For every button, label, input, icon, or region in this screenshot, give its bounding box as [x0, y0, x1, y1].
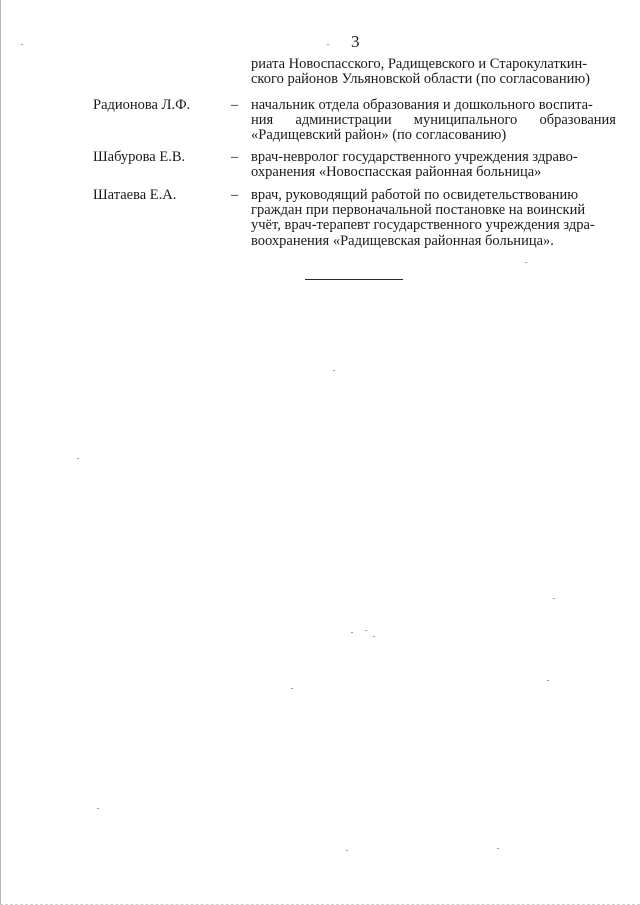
member-dash: – — [231, 97, 239, 113]
scan-speck — [327, 44, 329, 45]
end-separator-line — [305, 279, 403, 280]
scan-speck — [497, 848, 499, 849]
scan-speck — [346, 850, 348, 851]
text-line: врач-невролог государственного учреждения здраво- — [251, 149, 578, 165]
scan-speck — [553, 598, 555, 599]
scan-speck — [373, 636, 375, 637]
scan-speck — [547, 680, 549, 681]
text-line: врач, руководящий работой по освидетельствованию — [251, 187, 579, 203]
scan-speck — [351, 632, 353, 633]
text-line: риата Новоспасского, Радищевского и Старокулаткин- — [251, 56, 588, 72]
member-name: Шатаева Е.А. — [93, 187, 177, 203]
scan-speck — [77, 458, 79, 459]
scan-speck — [365, 630, 367, 631]
text-line — [251, 113, 616, 128]
member-dash: – — [231, 187, 239, 203]
word: муниципального — [413, 112, 518, 129]
scan-speck — [291, 688, 293, 689]
member-name: Радионова Л.Ф. — [93, 97, 191, 113]
scan-speck — [525, 262, 527, 263]
scan-speck — [97, 808, 99, 809]
page-number: 3 — [351, 32, 360, 51]
member-description — [251, 188, 616, 249]
text-line: учёт, врач-терапевт государственного учреждения здра- — [251, 217, 595, 234]
word: администрации — [295, 112, 392, 129]
word: образования — [539, 112, 616, 129]
member-dash: – — [231, 149, 239, 165]
text-line: охранения «Новоспасская районная больница» — [251, 164, 542, 181]
text-line: ского районов Ульяновской области (по согласованию) — [251, 71, 591, 88]
member-description — [251, 98, 616, 144]
member-description — [251, 150, 616, 180]
continuation-text — [251, 57, 616, 87]
member-name: Шабурова Е.В. — [93, 149, 186, 165]
text-line: «Радищевский район» (по согласованию) — [251, 127, 507, 144]
text-line: начальник отдела образования и дошкольного воспита- — [251, 97, 593, 113]
text-line: граждан при первоначальной постановке на воинский — [251, 202, 586, 219]
word: ния — [251, 112, 274, 129]
text-line: воохранения «Радищевская районная больница». — [251, 232, 554, 249]
scan-speck — [21, 44, 23, 45]
scan-speck — [333, 370, 335, 371]
